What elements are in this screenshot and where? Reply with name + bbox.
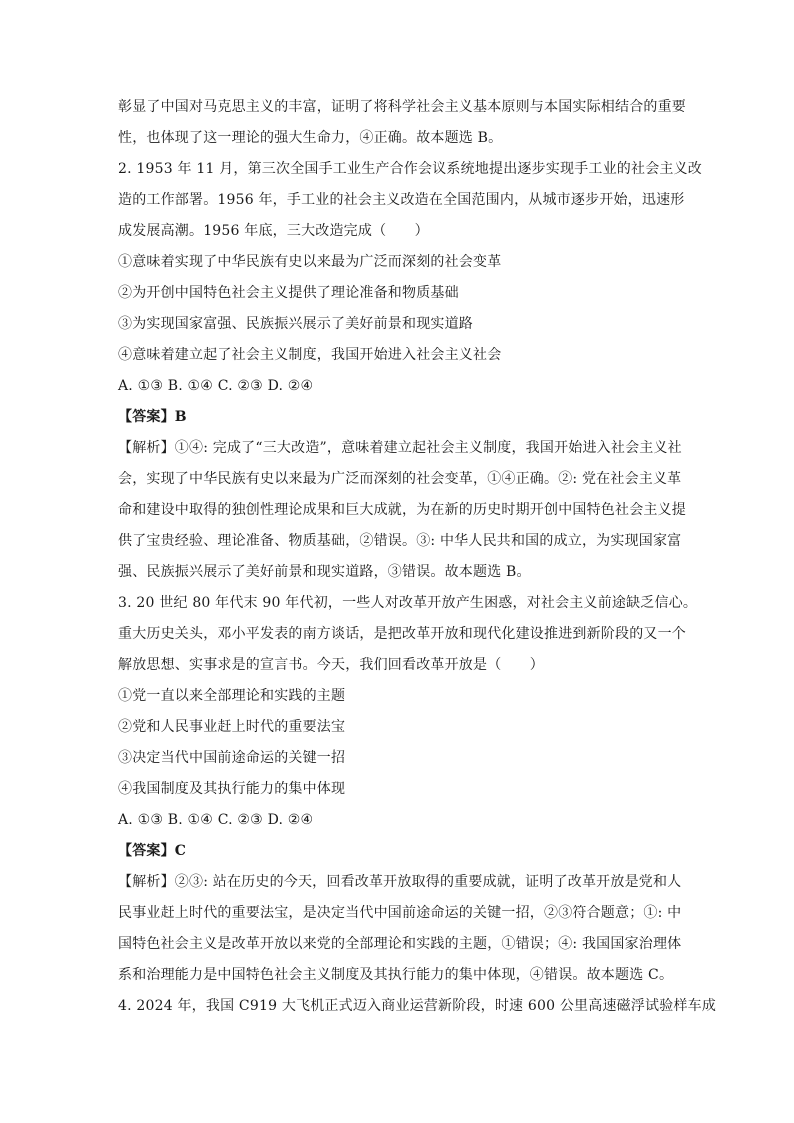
question-2-statement: ②为开创中国特色社会主义提供了理论准备和物质基础: [118, 285, 459, 301]
question-3-statement: ③决定当代中国前途命运的关键一招: [118, 750, 346, 766]
question-2-stem: 造的工作部署。1956 年，手工业的社会主义改造在全国范围内，从城市逐步开始，迅速形: [118, 192, 685, 208]
question-2-stem: 2. 1953 年 11 月，第三次全国手工业生产合作会议系统地提出逐步实现手工业的社会主义改: [118, 161, 702, 177]
text-line: 性，也体现了这一理论的强大生命力，④正确。故本题选 B。: [118, 130, 503, 146]
question-2-statement: ③为实现国家富强、民族振兴展示了美好前景和现实道路: [118, 316, 473, 332]
question-3-stem: 解放思想、实事求是的宣言书。今天，我们回看改革开放是（ ）: [118, 657, 544, 673]
question-2-analysis: 供了宝贵经验、理论准备、物质基础，②错误。③: 中华人民共和国的成立，为实现国家富: [118, 533, 682, 549]
question-3-stem: 重大历史关头，邓小平发表的南方谈话，是把改革开放和现代化建设推进到新阶段的又一个: [118, 626, 686, 642]
question-2-answer: 【答案】B: [118, 409, 187, 425]
question-2-analysis: 命和建设中取得的独创性理论成果和巨大成就，为在新的历史时期开创中国特色社会主义提: [118, 502, 686, 518]
question-2-options: A. ①③ B. ①④ C. ②③ D. ②④: [118, 378, 314, 394]
question-3-analysis: 系和治理能力是中国特色社会主义制度及其执行能力的集中体现，④错误。故本题选 C。: [118, 967, 674, 983]
question-2-analysis: 强、民族振兴展示了美好前景和现实道路，③错误。故本题选 B。: [118, 564, 531, 580]
question-3-analysis: 国特色社会主义是改革开放以来党的全部理论和实践的主题，①错误；④: 我国国家治理体: [118, 936, 682, 952]
question-3-analysis: 【解析】②③: 站在历史的今天，回看改革开放取得的重要成就，证明了改革开放是党和人: [118, 874, 682, 890]
question-3-statement: ②党和人民事业赶上时代的重要法宝: [118, 719, 346, 735]
question-2-analysis: 会，实现了中华民族有史以来最为广泛而深刻的社会变革，①④正确。②: 党在社会主义革: [118, 471, 682, 487]
question-3-statement: ④我国制度及其执行能力的集中体现: [118, 781, 346, 797]
document-page: [118, 92, 717, 1022]
question-2-statement: ④意味着建立起了社会主义制度，我国开始进入社会主义社会: [118, 347, 502, 363]
question-3-stem: 3. 20 世纪 80 年代末 90 年代初，一些人对改革开放产生困惑，对社会主义前途缺乏信心。: [118, 595, 698, 611]
question-2-statement: ①意味着实现了中华民族有史以来最为广泛而深刻的社会变革: [118, 254, 502, 270]
question-3-statement: ①党一直以来全部理论和实践的主题: [118, 688, 346, 704]
question-4-stem: 4. 2024 年，我国 C919 大飞机正式迈入商业运营新阶段，时速 600 公里高速磁浮试验样车成: [118, 998, 717, 1014]
question-2-stem: 成发展高潮。1956 年底，三大改造完成（ ）: [118, 223, 429, 239]
question-3-analysis: 民事业赶上时代的重要法宝，是决定当代中国前途命运的关键一招，②③符合题意；①: 中: [118, 905, 682, 921]
text-line: 彰显了中国对马克思主义的丰富，证明了将科学社会主义基本原则与本国实际相结合的重要: [118, 99, 686, 115]
question-3-answer: 【答案】C: [118, 843, 187, 859]
question-2-analysis: 【解析】①④: 完成了“三大改造”，意味着建立起社会主义制度，我国开始进入社会主义社: [118, 440, 682, 456]
question-3-options: A. ①③ B. ①④ C. ②③ D. ②④: [118, 812, 314, 828]
